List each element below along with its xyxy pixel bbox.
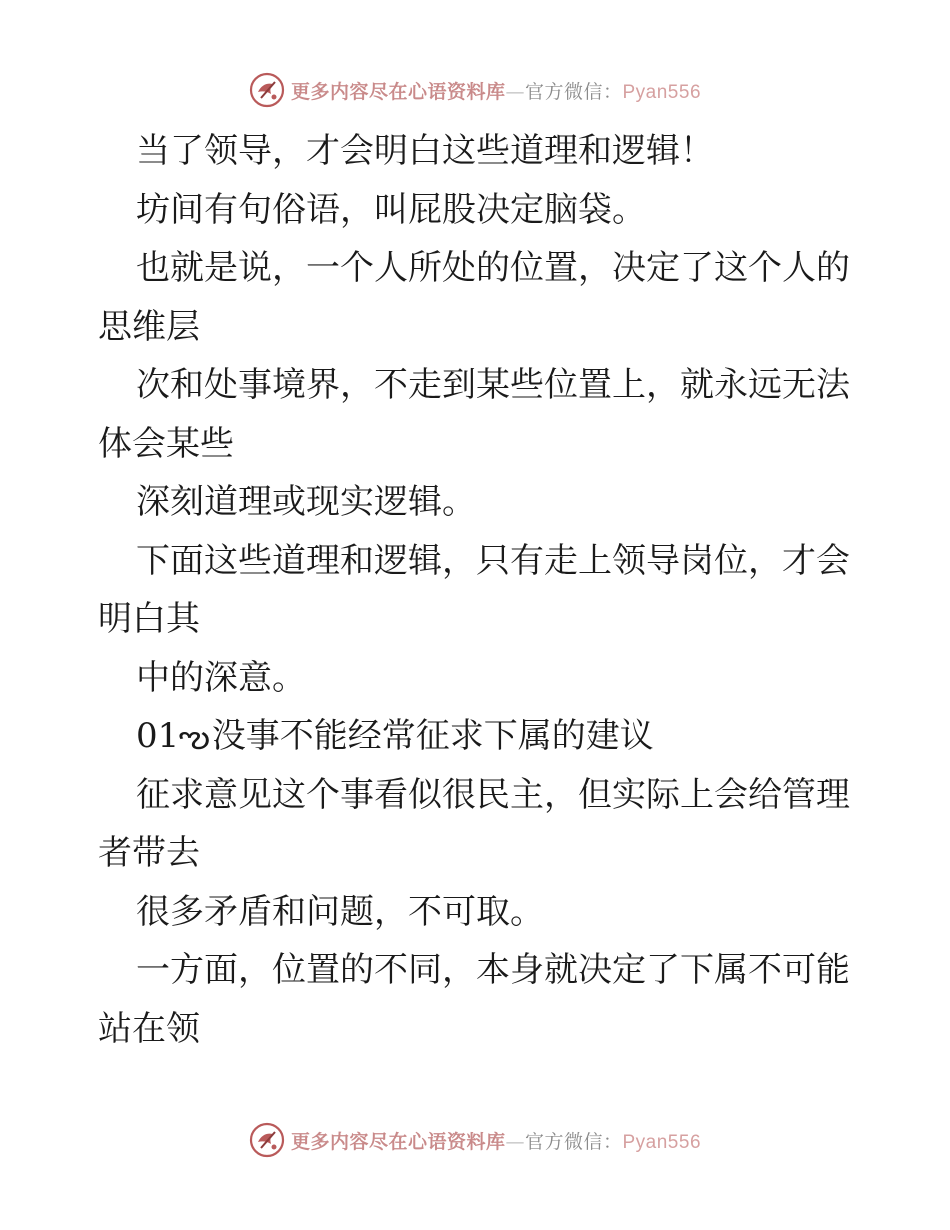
paragraph-line: 明白其 bbox=[98, 599, 200, 639]
banner-title: 更多内容尽在心语资料库 bbox=[290, 80, 506, 103]
section-heading bbox=[98, 707, 858, 766]
paragraph-line: 思维层 bbox=[98, 306, 200, 347]
banner-dash: — bbox=[505, 80, 525, 103]
banner-dash: — bbox=[505, 1130, 525, 1153]
banner-title: 更多内容尽在心语资料库 bbox=[290, 1130, 506, 1153]
paragraph-line: 也就是说，一个人所处的位置，决定了这个人的 bbox=[136, 248, 850, 288]
paragraph-line: 一方面，位置的不同，本身就决定了下属不可能 bbox=[136, 950, 850, 990]
paragraph-line: 当了领导，才会明白这些道理和逻辑！ bbox=[136, 131, 714, 171]
paragraph-line: 体会某些 bbox=[98, 423, 234, 464]
banner-text bbox=[291, 77, 701, 104]
paragraph-line: 很多矛盾和问题，不可取。 bbox=[136, 891, 544, 932]
ornament-icon: ఌ bbox=[178, 720, 211, 755]
logo-icon bbox=[249, 1122, 285, 1158]
banner-label: 官方微信： bbox=[524, 1130, 623, 1153]
paragraph-line: 中的深意。 bbox=[136, 657, 306, 698]
banner-text bbox=[291, 1127, 701, 1154]
paragraph-line: 站在领 bbox=[98, 1008, 200, 1049]
paragraph-line: 征求意见这个事看似很民主，但实际上会给管理 bbox=[136, 774, 850, 815]
banner-id: Pyan556 bbox=[622, 1131, 702, 1153]
section-number: 01 bbox=[136, 716, 180, 756]
paragraph-line: 次和处事境界，不走到某些位置上，就永远无法 bbox=[136, 365, 850, 405]
paragraph-line: 坊间有句俗语，叫屁股决定脑袋。 bbox=[136, 189, 646, 230]
header-banner bbox=[0, 70, 950, 110]
section-title: 没事不能经常征求下属的建议 bbox=[211, 716, 654, 756]
logo-icon bbox=[249, 72, 285, 108]
paragraph-line: 下面这些道理和逻辑，只有走上领导岗位，才会 bbox=[136, 540, 850, 581]
banner-id: Pyan556 bbox=[622, 81, 702, 103]
paragraph-line: 深刻道理或现实逻辑。 bbox=[136, 482, 476, 522]
document-body bbox=[98, 122, 858, 1058]
paragraph-line: 者带去 bbox=[98, 833, 200, 873]
footer-banner bbox=[0, 1120, 950, 1160]
banner-label: 官方微信： bbox=[524, 80, 623, 103]
